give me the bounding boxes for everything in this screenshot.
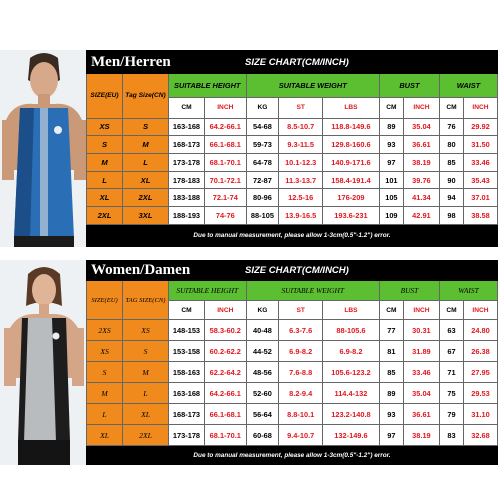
women-cell-height-inch: 60.2-62.2 xyxy=(205,341,247,362)
men-cell-tag-size: L xyxy=(123,153,169,171)
men-cell-waist-cm: 98 xyxy=(439,207,463,225)
women-cell-waist-cm: 75 xyxy=(439,383,463,404)
men-group-waist: WAIST xyxy=(439,74,497,97)
men-col-size-eu: SIZE(EU) xyxy=(87,74,123,118)
men-cell-bust-inch: 36.61 xyxy=(403,136,439,154)
women-cell-waist-cm: 71 xyxy=(439,362,463,383)
men-cell-height-cm: 178-183 xyxy=(168,171,204,189)
men-section xyxy=(0,50,500,247)
women-cell-weight-kg: 40-48 xyxy=(246,320,279,341)
women-cell-bust-inch: 35.04 xyxy=(403,383,439,404)
women-cell-weight-st: 6.9-8.2 xyxy=(279,341,323,362)
women-cell-tag-size: XS xyxy=(123,320,169,341)
women-cell-weight-lbs: 88-105.6 xyxy=(323,320,380,341)
women-size-table xyxy=(86,260,498,465)
men-sub-waist-cm: CM xyxy=(439,97,463,118)
men-cell-weight-st: 10.1-12.3 xyxy=(279,153,323,171)
men-cell-size-eu: 2XL xyxy=(87,207,123,225)
men-cell-weight-st: 8.5-10.7 xyxy=(279,118,323,136)
men-group-header-row xyxy=(87,74,498,97)
women-cell-bust-cm: 81 xyxy=(379,341,403,362)
women-note-row xyxy=(87,446,498,465)
men-cell-bust-cm: 97 xyxy=(379,153,403,171)
men-cell-weight-kg: 88-105 xyxy=(246,207,279,225)
men-cell-bust-cm: 105 xyxy=(379,189,403,207)
men-sub-lbs: LBS xyxy=(323,97,380,118)
men-cell-tag-size: S xyxy=(123,118,169,136)
women-col-size-eu: SIZE(EU) xyxy=(87,281,123,320)
women-cell-weight-st: 7.6-8.8 xyxy=(279,362,323,383)
men-cell-waist-inch: 33.46 xyxy=(463,153,497,171)
women-cell-waist-cm: 83 xyxy=(439,425,463,446)
women-cell-weight-lbs: 123.2-140.8 xyxy=(323,404,380,425)
women-cell-size-eu: XS xyxy=(87,341,123,362)
women-table-row xyxy=(87,404,498,425)
women-cell-waist-inch: 29.53 xyxy=(463,383,497,404)
men-table-row xyxy=(87,171,498,189)
women-chart-title: SIZE CHART(CM/INCH) xyxy=(205,261,498,281)
men-cell-weight-kg: 59-73 xyxy=(246,136,279,154)
women-table-row xyxy=(87,425,498,446)
men-cell-size-eu: XL xyxy=(87,189,123,207)
men-cell-waist-cm: 80 xyxy=(439,136,463,154)
men-sub-kg: KG xyxy=(246,97,279,118)
men-cell-weight-kg: 64-78 xyxy=(246,153,279,171)
men-cell-waist-inch: 35.43 xyxy=(463,171,497,189)
women-cell-height-cm: 153-158 xyxy=(168,341,204,362)
men-cell-waist-cm: 85 xyxy=(439,153,463,171)
men-cell-height-cm: 168-173 xyxy=(168,136,204,154)
women-cell-bust-inch: 38.19 xyxy=(403,425,439,446)
men-cell-waist-inch: 31.50 xyxy=(463,136,497,154)
men-cell-waist-cm: 76 xyxy=(439,118,463,136)
women-cell-tag-size: 2XL xyxy=(123,425,169,446)
women-cell-waist-inch: 24.80 xyxy=(463,320,497,341)
women-cell-weight-st: 6.3-7.6 xyxy=(279,320,323,341)
men-group-height: SUITABLE HEIGHT xyxy=(168,74,246,97)
women-cell-weight-kg: 60-68 xyxy=(246,425,279,446)
men-sub-bust-inch: INCH xyxy=(403,97,439,118)
women-table-row xyxy=(87,320,498,341)
women-cell-bust-cm: 97 xyxy=(379,425,403,446)
men-cell-height-cm: 173-178 xyxy=(168,153,204,171)
women-cell-weight-lbs: 132-149.6 xyxy=(323,425,380,446)
women-cell-weight-kg: 44-52 xyxy=(246,341,279,362)
women-cell-waist-inch: 31.10 xyxy=(463,404,497,425)
men-cell-weight-st: 9.3-11.5 xyxy=(279,136,323,154)
men-cell-height-inch: 64.2-66.1 xyxy=(205,118,247,136)
men-cell-tag-size: 3XL xyxy=(123,207,169,225)
men-cell-height-inch: 70.1-72.1 xyxy=(205,171,247,189)
women-group-header-row xyxy=(87,281,498,301)
women-cell-size-eu: S xyxy=(87,362,123,383)
women-sub-bust-cm: CM xyxy=(379,301,403,320)
women-title-row xyxy=(87,261,498,281)
men-cell-bust-cm: 109 xyxy=(379,207,403,225)
women-cell-waist-inch: 32.68 xyxy=(463,425,497,446)
women-cell-bust-inch: 33.46 xyxy=(403,362,439,383)
men-cell-weight-kg: 80-96 xyxy=(246,189,279,207)
women-cell-waist-cm: 67 xyxy=(439,341,463,362)
men-cell-weight-kg: 72-87 xyxy=(246,171,279,189)
women-cell-height-inch: 66.1-68.1 xyxy=(205,404,247,425)
men-chart-title: SIZE CHART(CM/INCH) xyxy=(205,51,498,74)
women-cell-weight-kg: 56-64 xyxy=(246,404,279,425)
women-cell-bust-inch: 30.31 xyxy=(403,320,439,341)
men-table-row xyxy=(87,118,498,136)
women-sub-st: ST xyxy=(279,301,323,320)
men-cell-bust-cm: 101 xyxy=(379,171,403,189)
men-cell-bust-cm: 89 xyxy=(379,118,403,136)
women-cell-height-inch: 62.2-64.2 xyxy=(205,362,247,383)
men-cell-waist-cm: 94 xyxy=(439,189,463,207)
men-cell-tag-size: XL xyxy=(123,171,169,189)
men-cell-weight-lbs: 118.8-149.6 xyxy=(323,118,380,136)
men-cell-waist-cm: 90 xyxy=(439,171,463,189)
women-cell-size-eu: L xyxy=(87,404,123,425)
men-note-row xyxy=(87,224,498,246)
men-cell-bust-inch: 41.34 xyxy=(403,189,439,207)
women-sub-kg: KG xyxy=(246,301,279,320)
men-cell-height-inch: 66.1-68.1 xyxy=(205,136,247,154)
women-section xyxy=(0,260,500,465)
women-table-row xyxy=(87,383,498,404)
women-cell-waist-cm: 63 xyxy=(439,320,463,341)
men-cell-height-cm: 163-168 xyxy=(168,118,204,136)
men-cell-bust-inch: 38.19 xyxy=(403,153,439,171)
men-cell-weight-lbs: 193.6-231 xyxy=(323,207,380,225)
women-cell-bust-cm: 85 xyxy=(379,362,403,383)
men-cell-weight-lbs: 158.4-191.4 xyxy=(323,171,380,189)
men-cell-weight-lbs: 176-209 xyxy=(323,189,380,207)
women-sub-bust-inch: INCH xyxy=(403,301,439,320)
men-cell-waist-inch: 37.01 xyxy=(463,189,497,207)
men-title-row xyxy=(87,51,498,74)
men-col-tag-size: Tag Size(CN) xyxy=(123,74,169,118)
men-cell-height-cm: 188-193 xyxy=(168,207,204,225)
women-cell-weight-st: 8.8-10.1 xyxy=(279,404,323,425)
women-cell-height-cm: 168-173 xyxy=(168,404,204,425)
women-table-row xyxy=(87,362,498,383)
women-brand-title: Women/Damen xyxy=(87,261,205,281)
men-cell-size-eu: M xyxy=(87,153,123,171)
men-cell-waist-inch: 38.58 xyxy=(463,207,497,225)
men-cell-weight-st: 11.3-13.7 xyxy=(279,171,323,189)
women-group-height: SUITABLE HEIGHT xyxy=(168,281,246,301)
women-cell-weight-kg: 52-60 xyxy=(246,383,279,404)
women-cell-weight-st: 8.2-9.4 xyxy=(279,383,323,404)
women-cell-weight-st: 9.4-10.7 xyxy=(279,425,323,446)
men-sub-inch: INCH xyxy=(205,97,247,118)
women-cell-size-eu: 2XS xyxy=(87,320,123,341)
women-cell-size-eu: M xyxy=(87,383,123,404)
men-group-bust: BUST xyxy=(379,74,439,97)
men-cell-tag-size: 2XL xyxy=(123,189,169,207)
women-cell-tag-size: XL xyxy=(123,404,169,425)
women-table-row xyxy=(87,341,498,362)
women-model-illustration xyxy=(0,260,88,465)
women-measurement-note: Due to manual measurement, please allow 1-3cm(0.5"-1.2") error. xyxy=(87,446,498,465)
women-cell-bust-cm: 89 xyxy=(379,383,403,404)
men-cell-waist-inch: 29.92 xyxy=(463,118,497,136)
men-table-row xyxy=(87,153,498,171)
women-cell-height-cm: 148-153 xyxy=(168,320,204,341)
women-col-tag-size: TAG SIZE(CN) xyxy=(123,281,169,320)
women-cell-size-eu: XL xyxy=(87,425,123,446)
women-cell-bust-inch: 36.61 xyxy=(403,404,439,425)
men-brand-title: Men/Herren xyxy=(87,51,205,74)
men-cell-tag-size: M xyxy=(123,136,169,154)
women-cell-weight-lbs: 105.6-123.2 xyxy=(323,362,380,383)
men-model-illustration xyxy=(0,50,88,247)
men-cell-size-eu: L xyxy=(87,171,123,189)
men-table-row xyxy=(87,189,498,207)
men-cell-height-inch: 72.1-74 xyxy=(205,189,247,207)
women-cell-tag-size: S xyxy=(123,341,169,362)
women-cell-bust-cm: 93 xyxy=(379,404,403,425)
women-group-bust: BUST xyxy=(379,281,439,301)
men-cell-weight-st: 13.9-16.5 xyxy=(279,207,323,225)
men-measurement-note: Due to manual measurement, please allow 1-3cm(0.5"-1.2") error. xyxy=(87,224,498,246)
men-model-photo xyxy=(0,50,88,247)
men-sub-waist-inch: INCH xyxy=(463,97,497,118)
women-sub-inch: INCH xyxy=(205,301,247,320)
women-cell-height-inch: 68.1-70.1 xyxy=(205,425,247,446)
women-cell-tag-size: M xyxy=(123,362,169,383)
women-cell-bust-inch: 31.89 xyxy=(403,341,439,362)
women-sub-cm: CM xyxy=(168,301,204,320)
women-cell-weight-lbs: 6.9-8.2 xyxy=(323,341,380,362)
men-sub-st: ST xyxy=(279,97,323,118)
men-cell-height-cm: 183-188 xyxy=(168,189,204,207)
men-cell-height-inch: 74-76 xyxy=(205,207,247,225)
men-cell-bust-cm: 93 xyxy=(379,136,403,154)
women-cell-tag-size: L xyxy=(123,383,169,404)
women-sub-lbs: LBS xyxy=(323,301,380,320)
men-cell-size-eu: XS xyxy=(87,118,123,136)
men-size-table-container xyxy=(86,50,498,247)
men-cell-weight-lbs: 140.9-171.6 xyxy=(323,153,380,171)
women-sub-waist-cm: CM xyxy=(439,301,463,320)
women-group-weight: SUITABLE WEIGHT xyxy=(246,281,379,301)
women-cell-waist-cm: 79 xyxy=(439,404,463,425)
women-cell-waist-inch: 26.38 xyxy=(463,341,497,362)
men-cell-height-inch: 68.1-70.1 xyxy=(205,153,247,171)
men-cell-weight-st: 12.5-16 xyxy=(279,189,323,207)
men-cell-bust-inch: 42.91 xyxy=(403,207,439,225)
men-cell-size-eu: S xyxy=(87,136,123,154)
women-cell-height-inch: 64.2-66.1 xyxy=(205,383,247,404)
men-cell-bust-inch: 35.04 xyxy=(403,118,439,136)
women-cell-bust-cm: 77 xyxy=(379,320,403,341)
men-cell-weight-lbs: 129.8-160.6 xyxy=(323,136,380,154)
women-model-photo xyxy=(0,260,88,465)
women-cell-height-inch: 58.3-60.2 xyxy=(205,320,247,341)
women-group-waist: WAIST xyxy=(439,281,497,301)
men-size-table xyxy=(86,50,498,247)
women-cell-height-cm: 158-163 xyxy=(168,362,204,383)
men-sub-bust-cm: CM xyxy=(379,97,403,118)
men-table-row xyxy=(87,207,498,225)
women-cell-weight-kg: 48-56 xyxy=(246,362,279,383)
women-cell-waist-inch: 27.95 xyxy=(463,362,497,383)
women-cell-height-cm: 173-178 xyxy=(168,425,204,446)
men-table-row xyxy=(87,136,498,154)
women-sub-waist-inch: INCH xyxy=(463,301,497,320)
men-cell-weight-kg: 54-68 xyxy=(246,118,279,136)
men-group-weight: SUITABLE WEIGHT xyxy=(246,74,379,97)
women-size-table-container xyxy=(86,260,498,465)
women-cell-weight-lbs: 114.4-132 xyxy=(323,383,380,404)
women-cell-height-cm: 163-168 xyxy=(168,383,204,404)
men-cell-bust-inch: 39.76 xyxy=(403,171,439,189)
men-sub-cm: CM xyxy=(168,97,204,118)
